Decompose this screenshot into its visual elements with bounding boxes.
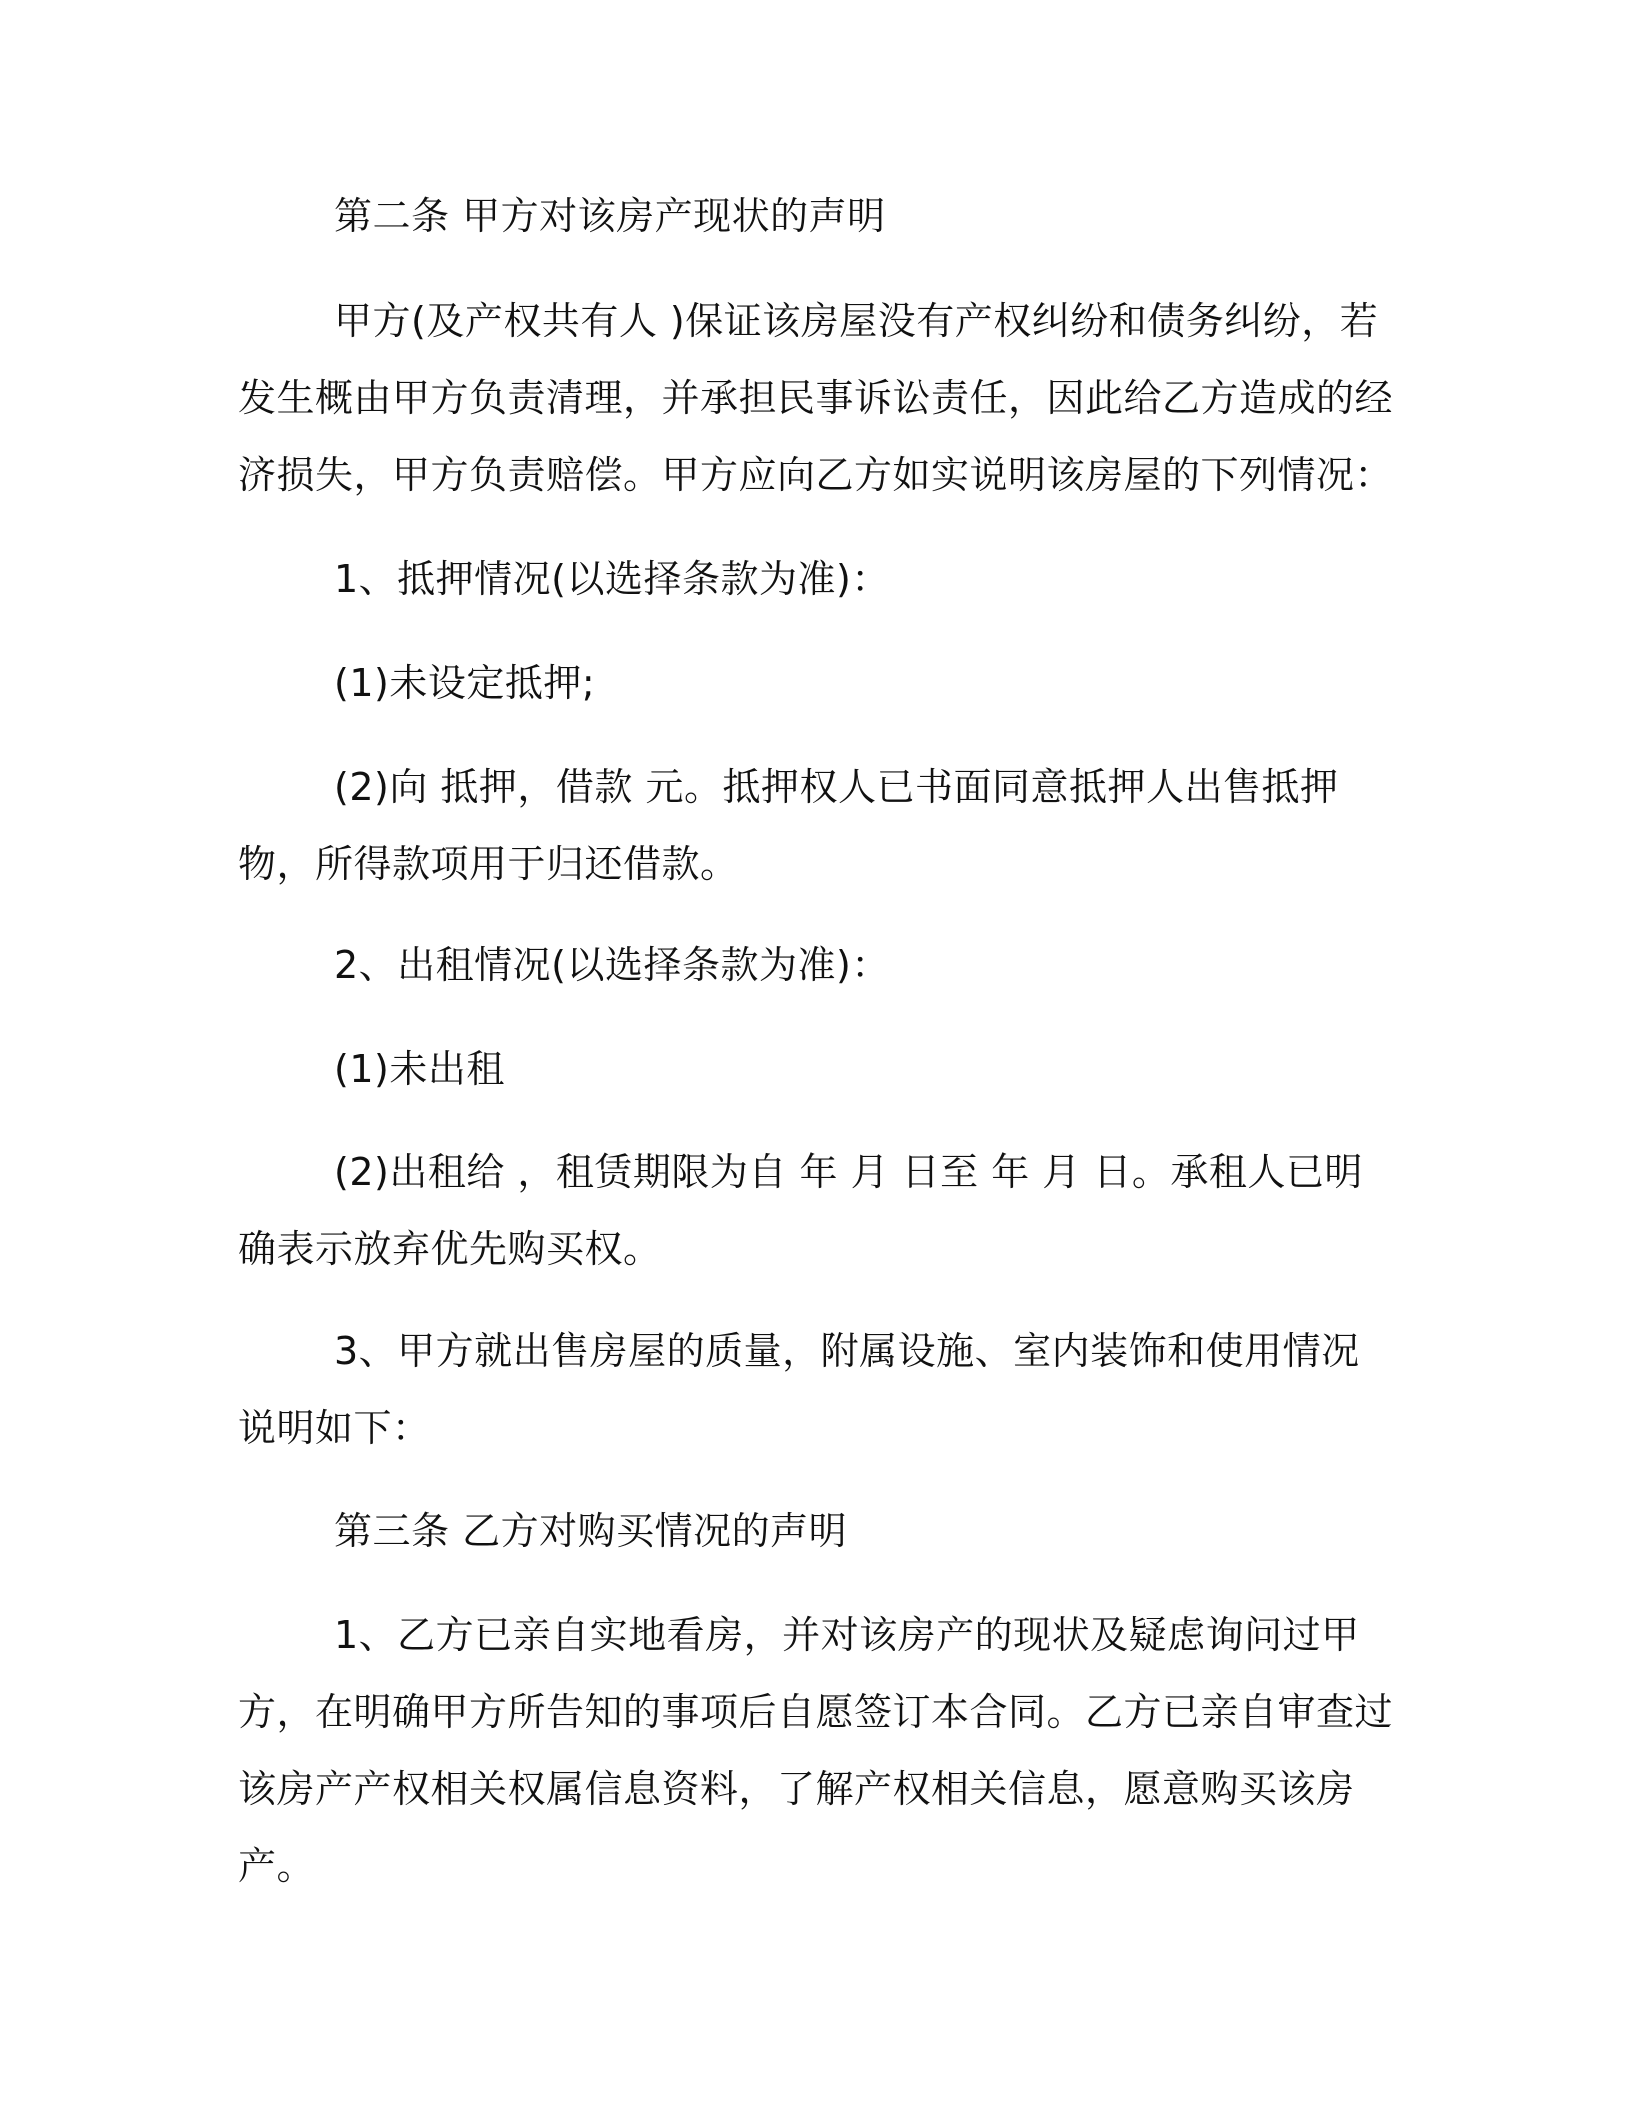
article-3-heading: 第三条 乙方对购买情况的声明: [334, 1509, 848, 1553]
lease-option-2: (2)出租给 ，租赁期限为自 年 月 日至 年 月 日。承租人已明确表示放弃优先购买权。: [238, 1150, 1363, 1271]
article-3-body: 1、乙方已亲自实地看房，并对该房产的现状及疑虑询问过甲方，在明确甲方所告知的事项后自愿签订本合同。乙方已亲自审查过该房产产权相关权属信息资料，了解产权相关信息，愿意购买该房产。: [238, 1613, 1394, 1888]
lease-heading: 2、出租情况(以选择条款为准)：: [334, 943, 890, 987]
mortgage-option-2: (2)向 抵押，借款 元。抵押权人已书面同意抵押人出售抵押物，所得款项用于归还借款。: [238, 765, 1339, 886]
lease-option-1: (1)未出租: [334, 1047, 505, 1091]
article-2-heading: 第二条 甲方对该房产现状的声明: [334, 194, 886, 238]
article-2-body: 甲方(及产权共有人 )保证该房屋没有产权纠纷和债务纠纷，若发生概由甲方负责清理，并承担民事诉讼责任，因此给乙方造成的经济损失，甲方负责赔偿。甲方应向乙方如实说明该房屋的下列情况：: [238, 299, 1394, 497]
quality-statement: 3、甲方就出售房屋的质量，附属设施、室内装饰和使用情况说明如下：: [238, 1329, 1360, 1450]
mortgage-option-1: (1)未设定抵押;: [334, 661, 596, 705]
mortgage-heading: 1、抵押情况(以选择条款为准)：: [334, 557, 890, 601]
